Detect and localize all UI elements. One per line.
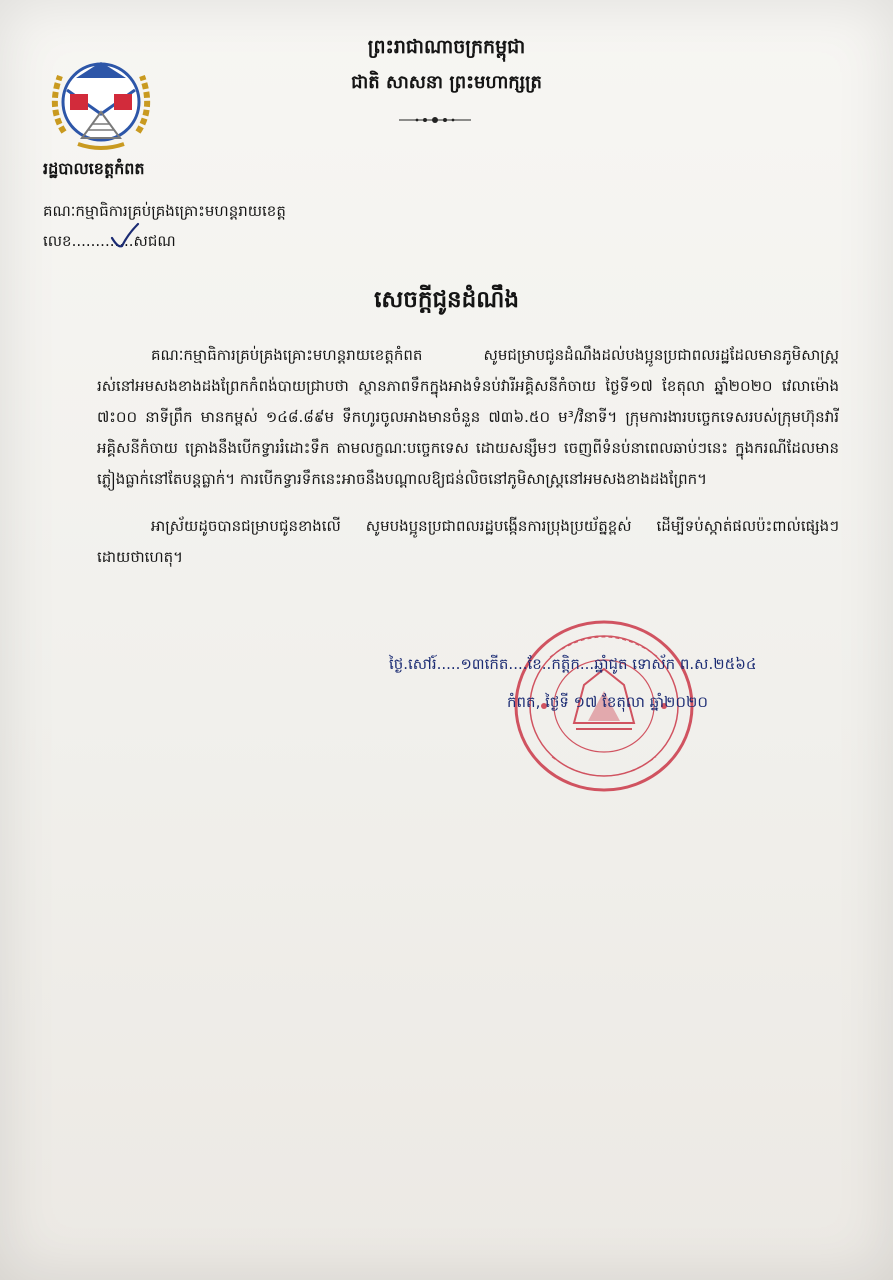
provincial-emblem-logo bbox=[42, 52, 160, 152]
handwritten-reference-mark bbox=[108, 222, 142, 252]
notice-title: សេចក្តីជូនដំណឹង bbox=[374, 287, 519, 313]
lunar-date-line: ថ្ងៃ.សៅរ៍.....១៣កើត....ខែ..កត្តិក...ឆ្នាំជូត ទោស័ក ព.ស.២៥៦៤ bbox=[389, 655, 757, 673]
reference-number: លេខ.............សជណ bbox=[43, 232, 176, 250]
notice-paragraph-2: អាស្រ័យដូចបានជម្រាបជូនខាងលើ សូមបងប្អូនប្រជាពលរដ្ឋបង្កើនការប្រុងប្រយ័ត្នខ្ពស់ ដើម្បីទប់ស្កាត់ផលប៉ះពាល់ផ្សេងៗ ដោយថាហេតុ។ bbox=[97, 517, 839, 566]
notice-paragraph-1: គណៈកម្មាធិការគ្រប់គ្រងគ្រោះមហន្តរាយខេត្តកំពត សូមជម្រាបជូនដំណឹងដល់បងប្អូនប្រជាពលរដ្ឋដែលមានភូមិសាស្ត្ររស់នៅអមសងខាងដងព្រែកកំពង់បាយជ្រាបថា ស្ថានភាពទឹកក្នុងអាងទំនប់វារីអគ្គិសនីកំចាយ ថ្ងៃទី១៧ ខែតុលា ឆ្នាំ២០២០ វេលាម៉ោង ៧ះ០០ នាទីព្រឹក មានកម្ពស់ ១៤៨.៨៩ម ទឹកហូរចូលអាងមានចំនួន ៧៣៦.៥០ ម³/វិនាទី។ ក្រុមការងារបច្ចេកទេសរបស់ក្រុមហ៊ុនវារីអគ្គិសនីកំចាយ គ្រោងនឹងបើកទ្វាររំដោះទឹក តាមលក្ខណៈបច្ចេកទេស ដោយសន្សឹមៗ ចេញពីទំនប់នាពេលឆាប់ៗនេះ ក្នុងករណីដែលមានភ្លៀងធ្លាក់នៅតែបន្តធ្លាក់។ ការបើកទ្វារទឹកនេះអាចនឹងបណ្តាលឱ្យជន់លិចនៅភូមិសាស្ត្រនៅអមសងខាងដងព្រែក។ bbox=[97, 346, 839, 488]
national-motto: ជាតិ សាសនា ព្រះមហាក្សត្រ bbox=[351, 72, 542, 93]
committee-name: គណៈកម្មាធិការគ្រប់គ្រងគ្រោះមហន្តរាយខេត្ត bbox=[43, 202, 286, 220]
notice-body bbox=[97, 340, 839, 573]
provincial-administration-name: រដ្ឋបាលខេត្តកំពត bbox=[43, 159, 145, 178]
kingdom-heading: ព្រះរាជាណាចក្រកម្ពុជា bbox=[367, 36, 526, 58]
solar-date-line: កំពត, ថ្ងៃទី ១៧ ខែតុលា ឆ្នាំ២០២០ bbox=[507, 693, 708, 711]
ornament-divider bbox=[397, 114, 473, 126]
